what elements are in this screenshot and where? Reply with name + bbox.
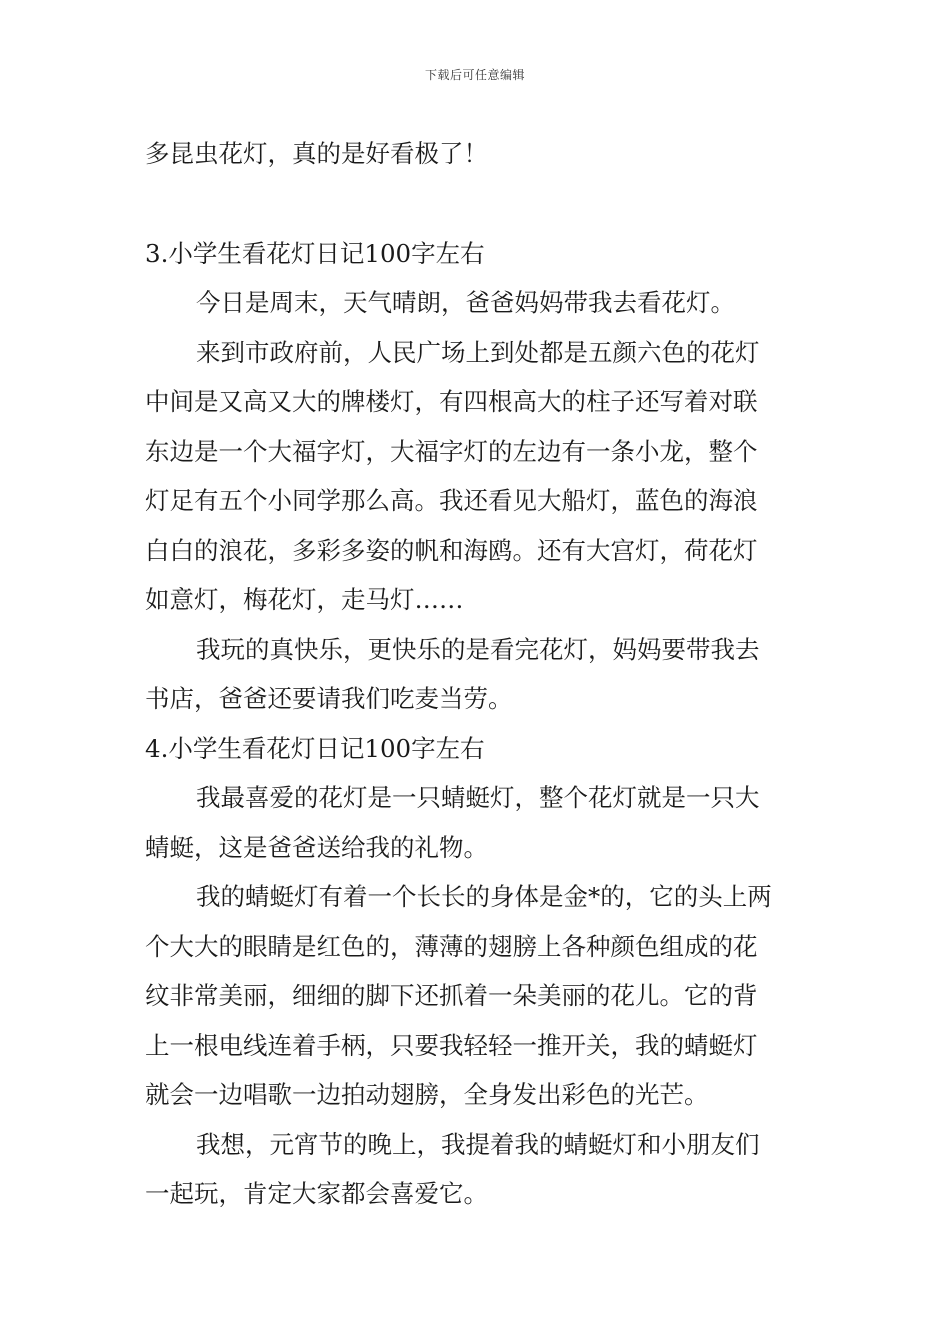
- text-line: 白白的浪花，多彩多姿的帆和海鸥。还有大宫灯，荷花灯: [145, 535, 758, 565]
- page-header: 下载后可任意编辑: [424, 68, 525, 82]
- text-line: 来到市政府前，人民广场上到处都是五颜六色的花灯: [196, 337, 760, 367]
- paragraph-gap: [145, 179, 815, 229]
- section-heading: 3.小学生看花灯日记100字左右: [145, 238, 485, 268]
- text-line: 东边是一个大福字灯，大福字灯的左边有一条小龙，整个: [145, 436, 758, 466]
- text-line: 纹非常美丽，细细的脚下还抓着一朵美丽的花儿。它的背: [145, 981, 758, 1010]
- text-line: 中间是又高又大的牌楼灯，有四根高大的柱子还写着对联: [145, 387, 758, 416]
- text-line: 就会一边唱歌一边拍动翅膀，全身发出彩色的光芒。: [145, 1080, 709, 1109]
- text-line: 上一根电线连着手柄，只要我轻轻一推开关，我的蜻蜓灯: [145, 1030, 758, 1060]
- text-line: 多昆虫花灯，真的是好看极了！: [145, 139, 488, 168]
- text-line: 灯足有五个小同学那么高。我还看见大船灯，蓝色的海浪: [145, 486, 758, 515]
- text-line: 今日是周末，天气晴朗，爸爸妈妈带我去看花灯。: [196, 288, 735, 317]
- text-line: 我最喜爱的花灯是一只蜻蜓灯，整个花灯就是一只大: [196, 783, 760, 812]
- text-line: 如意灯，梅花灯，走马灯……: [145, 585, 464, 614]
- text-line: 我想，元宵节的晚上，我提着我的蜻蜓灯和小朋友们: [196, 1129, 760, 1159]
- text-line: 我玩的真快乐，更快乐的是看完花灯，妈妈要带我去: [196, 634, 760, 664]
- text-line: 一起玩，肯定大家都会喜爱它。: [145, 1179, 488, 1208]
- document-body: [145, 129, 815, 1219]
- section-heading: 4.小学生看花灯日记100字左右: [145, 733, 485, 763]
- text-line: 书店，爸爸还要请我们吃麦当劳。: [145, 684, 513, 713]
- text-line: 我的蜻蜓灯有着一个长长的身体是金*的，它的头上两: [196, 882, 772, 911]
- text-line: 蜻蜓，这是爸爸送给我的礼物。: [145, 832, 488, 862]
- text-line: 个大大的眼睛是红色的，薄薄的翅膀上各种颜色组成的花: [145, 931, 758, 961]
